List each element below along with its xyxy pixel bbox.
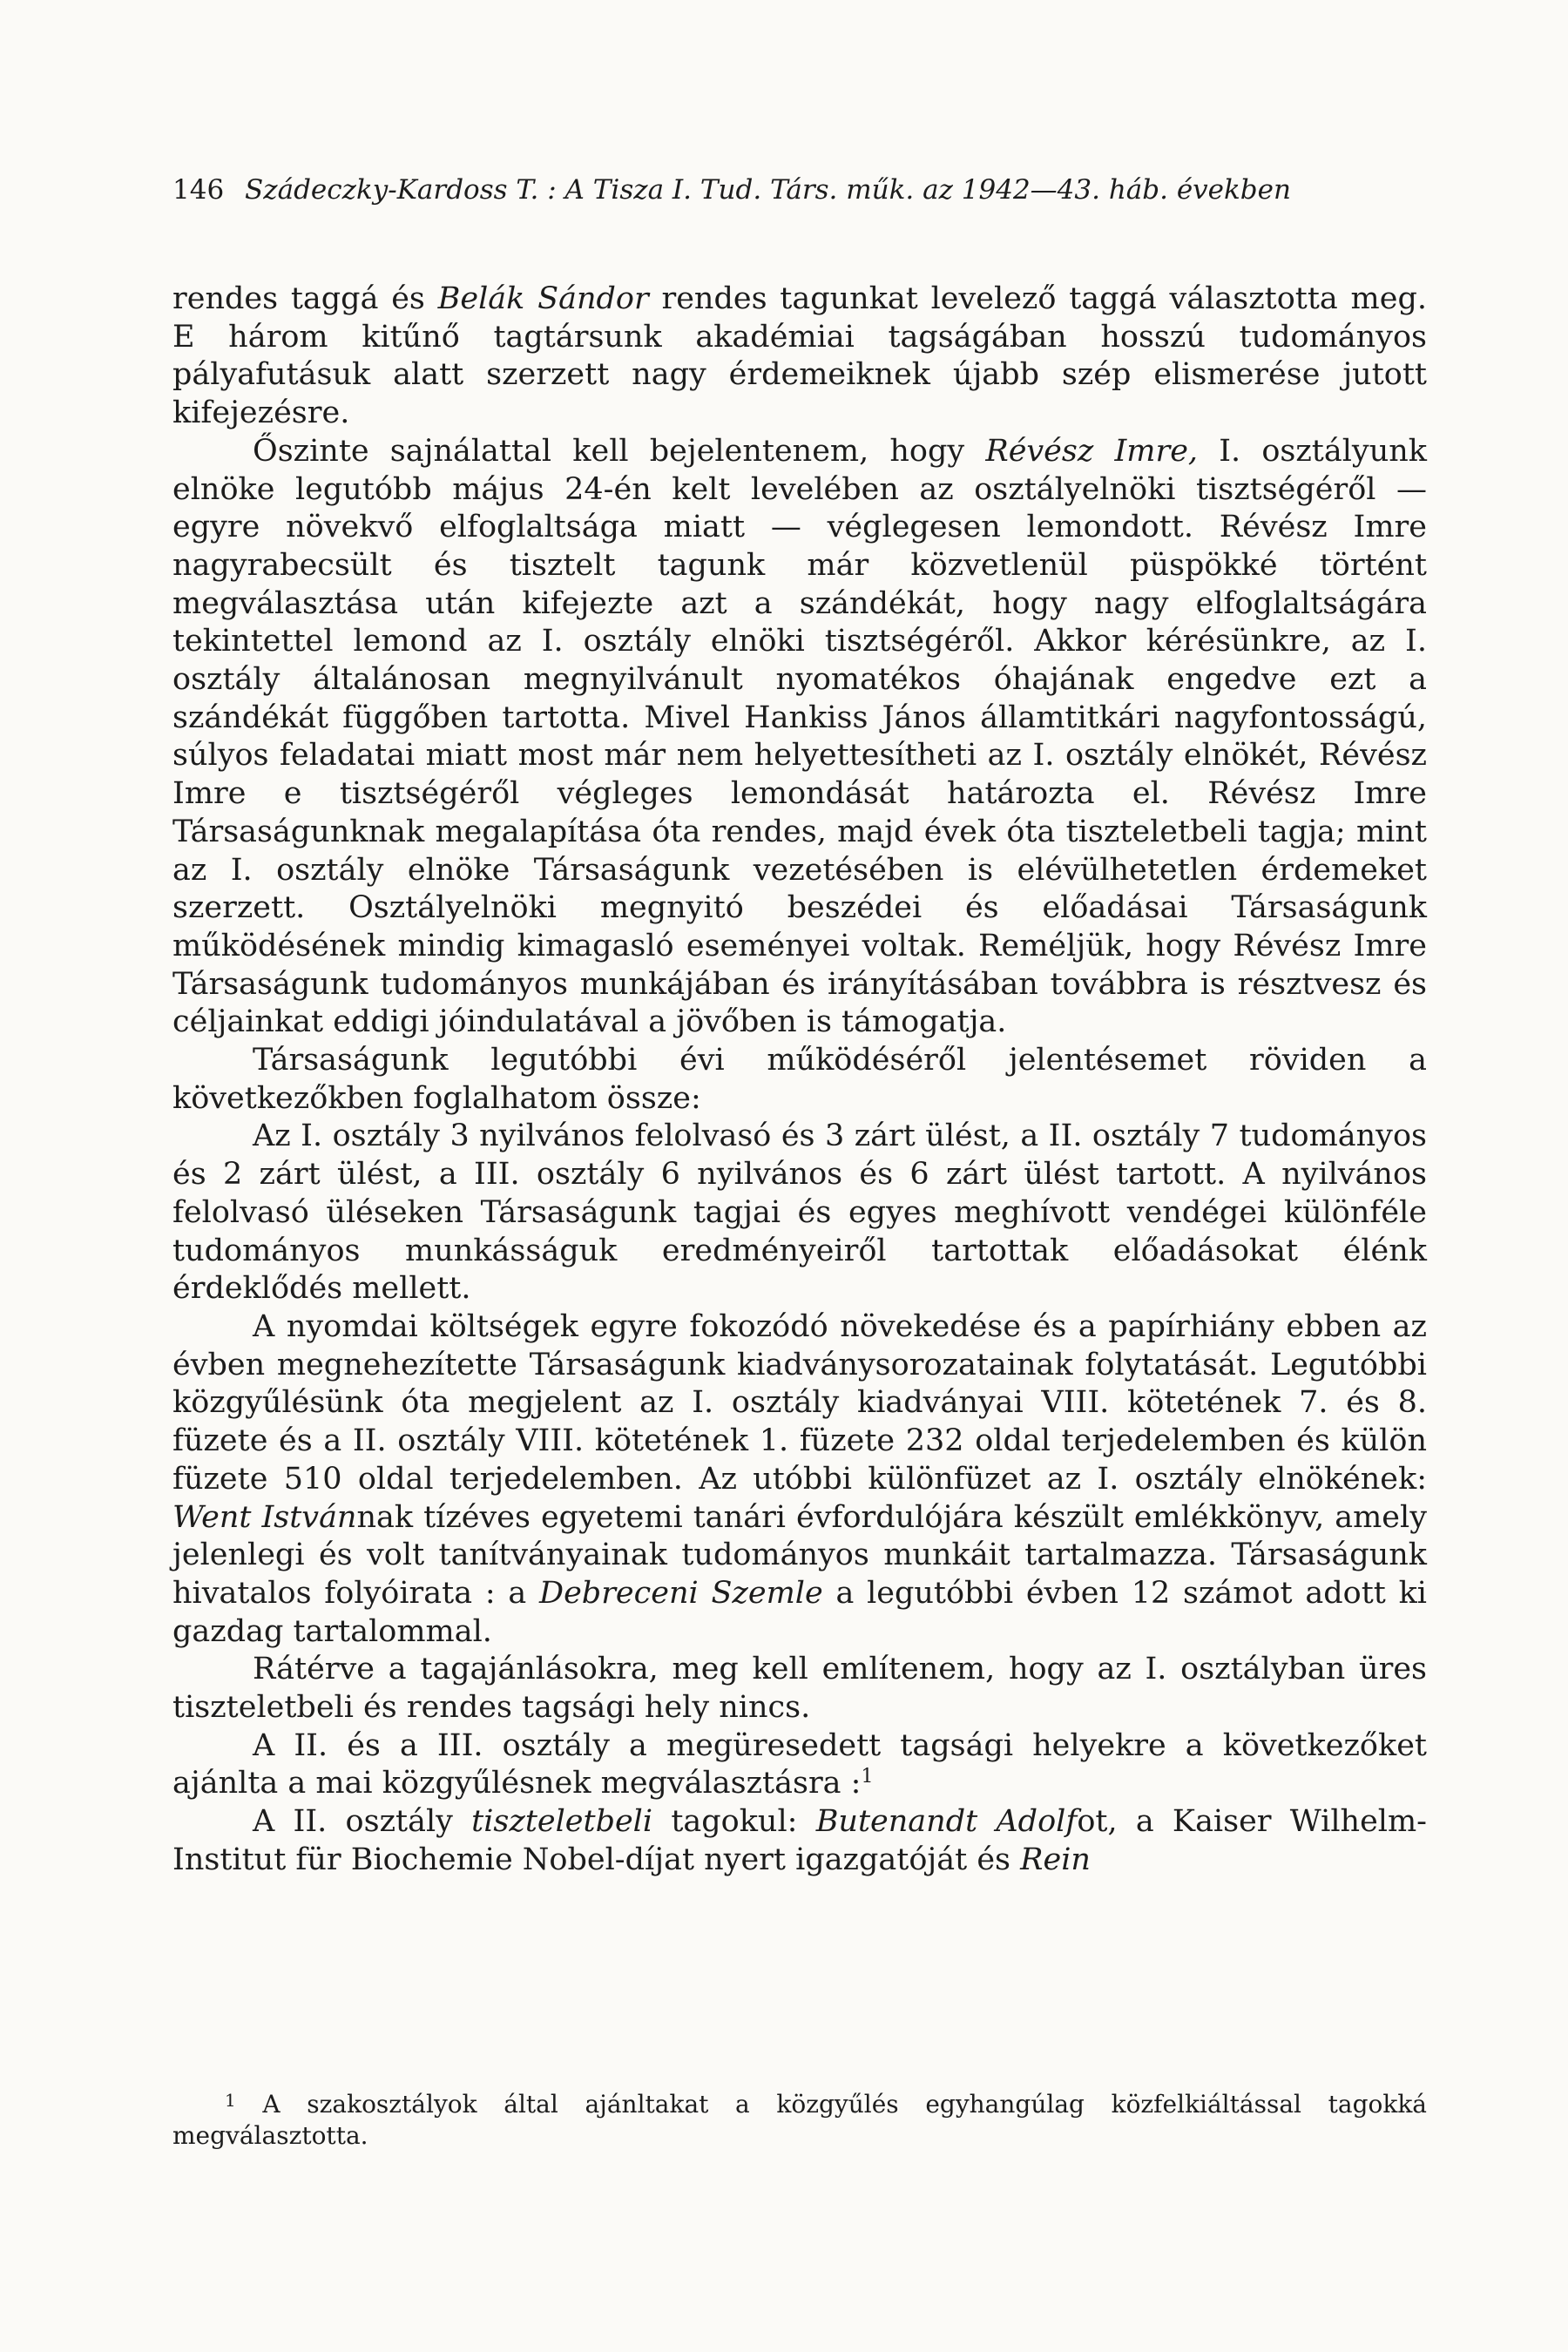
footnote-reference[interactable]: 1 [861,1766,874,1788]
person-name: Révész Imre, [985,433,1199,469]
paragraph-text: A II. osztály [253,1804,472,1840]
paragraph-3: Társaságunk legutóbbi évi működéséről jelentésemet röviden a következőkben foglalhatom össze: [172,1043,1427,1116]
paragraph-text: rendes tagunkat levelező taggá választotta meg. E három kitűnő tagtársunk akadémiai tagságában hosszú tudományos pályafutásuk alatt szerzett nagy érdemeiknek újabb szép elismerése jutott kifejezésre. [172,281,1427,431]
paragraph-text: nak tízéves egyetemi tanári évfordulójára készült emlékkönyv, amely jelenlegi és volt tanítványainak tudományos munkáit tartalmazza. Társaságunk hivatalos folyóirata : a [172,1499,1427,1611]
paragraph-text: Őszinte sajnálattal kell bejelentenem, hogy [253,433,986,469]
paragraph-5 [172,1308,1427,1651]
running-header [172,172,1427,207]
paragraph-text: A nyomdai költségek egyre fokozódó növekedése és a papírhiány ebben az évben megnehezítette Társaságunk kiadványsorozatainak folytatását. Legutóbbi közgyűlésünk óta megjelent az I. osztály kiadványai VIII. kötetének 7. és 8. füzete és a II. osztály VIII. kötetének 1. füzete 232 oldal terjedelemben és külön füzete 510 oldal terjedelemben. Az utóbbi különfüzet az I. osztály elnökének: [172,1308,1427,1497]
paragraph-4: Az I. osztály 3 nyilvános felolvasó és 3 zárt ülést, a II. osztály 7 tudományos és 2 zárt ülést, a III. osztály 6 nyilvános és 6 zárt ülést tartott. A nyilvános felolvasó üléseken Társaságunk tagjai és egyes meghívott vendégei különféle tudományos munkásságuk eredményeiről tartottak előadásokat élénk érdeklődés mellett. [172,1119,1427,1307]
paragraph-text: ot, a Kaiser Wilhelm-Institut für Biochemie Nobel-díjat nyert igazgatóját és [172,1804,1427,1877]
paragraph-text: a legutóbbi évben 12 számot adott ki gazdag tartalommal. [172,1575,1428,1649]
person-name: Butenandt Adolf [815,1804,1078,1840]
page-number: 146 [172,174,225,206]
person-name: Belák Sándor [437,281,649,316]
paragraph-text: tagokul: [652,1804,816,1840]
person-name: Rein [1020,1842,1091,1877]
paragraph-8 [172,1803,1427,1879]
paragraph-2 [172,433,1427,1042]
footnote-marker: 1 [225,2090,236,2111]
footnote [172,2089,1427,2152]
paragraph-7 [172,1727,1427,1803]
body-text [172,280,1427,1880]
paragraph-text: A II. és a III. osztály a megüresedett tagsági helyekre a következőket ajánlta a mai közgyűlésnek megválasztásra : [172,1727,1427,1801]
paragraph-text: I. osztályunk elnöke legutóbb május 24-én kelt levelében az osztályelnöki tisztségéről — egyre növekvő elfoglaltsága miatt — véglegesen lemondott. Révész Imre nagyrabecsült és tisztelt tagunk már közvetlenül püspökké történt megválasztása után kifejezte azt a szándékát, hogy nagy elfoglaltságára tekintettel lemond az I. osztály elnöki tisztségéről. Akkor kérésünkre, az I. osztály általánosan megnyilvánult nyomatékos óhajának engedve ezt a szándékát függőben tartotta. Mivel Hankiss János államtitkári nagyfontosságú, súlyos feladatai miatt most már nem helyettesítheti az I. osztály elnökét, Révész Imre e tisztségéről végleges lemondását határozta el. Révész Imre Társaságunknak megalapítása óta rendes, majd évek óta tiszteletbeli tagja; mint az I. osztály elnöke Társaságunk vezetésében is elévülhetetlen érdemeket szerzett. Osztályelnöki megnyitó beszédei és előadásai Társaságunk működésének mindig kimagasló eseményei voltak. Reméljük, hogy Révész Imre Társaságunk tudományos munkájában és irányításában továbbra is résztvesz és céljainkat eddigi jóindulatával a jövőben is támogatja. [172,433,1427,1040]
member-category: tiszteletbeli [471,1804,653,1840]
paragraph-text: rendes taggá és [172,281,438,316]
paragraph-1 [172,280,1427,433]
footnote-text: A szakosztályok által ajánltakat a közgyűlés egyhangúlag közfelkiáltással tagokká megválasztotta. [172,2090,1427,2150]
person-name: Went István [172,1499,357,1535]
paragraph-6: Rátérve a tagajánlásokra, meg kell említenem, hogy az I. osztályban üres tiszteletbeli és rendes tagsági hely nincs. [172,1652,1427,1726]
journal-title: Debreceni Szemle [539,1575,823,1611]
running-title: Szádeczky-Kardoss T. : A Tisza I. Tud. Társ. műk. az 1942—43. háb. években [245,174,1291,206]
